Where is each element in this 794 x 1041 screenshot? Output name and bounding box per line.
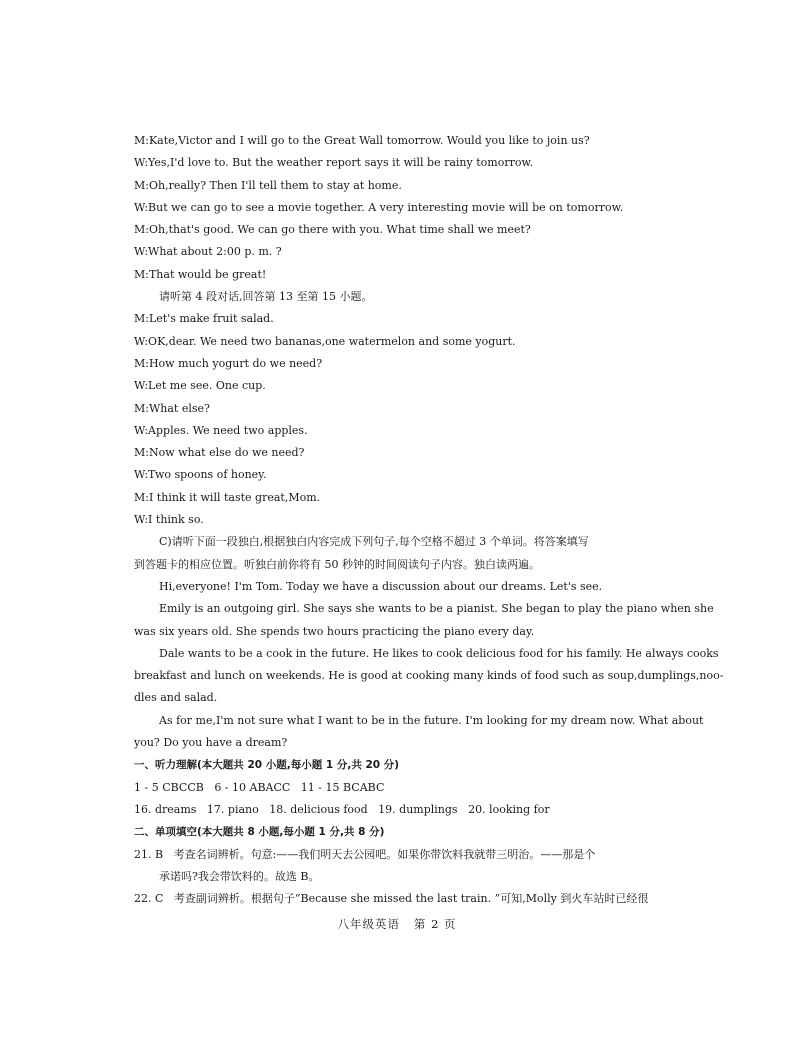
monologue-line: Dale wants to be a cook in the future. He likes to cook delicious food for his family. He always cooks	[159, 646, 719, 660]
dialogue-line: W:But we can go to see a movie together. A very interesting movie will be on tomorrow.	[134, 200, 624, 214]
answer-line: 承诺吗?我会带饮料的。故选 B。	[159, 869, 320, 883]
monologue-line: As for me,I'm not sure what I want to be in the future. I'm looking for my dream now. What about	[159, 713, 704, 727]
monologue-line: breakfast and lunch on weekends. He is good at cooking many kinds of food such as soup,dumplings,noo-	[134, 669, 724, 683]
section-heading: 二、单项填空(本大题共 8 小题,每小题 1 分,共 8 分)	[134, 826, 385, 839]
answer-line: 1 - 5 CBCCB 6 - 10 ABACC 11 - 15 BCABC	[134, 780, 385, 794]
dialogue-line: M:How much yogurt do we need?	[134, 356, 323, 370]
dialogue-line: M:Oh,that's good. We can go there with you. What time shall we meet?	[134, 223, 531, 237]
dialogue-line: M:What else?	[134, 401, 210, 415]
document-body	[134, 130, 724, 910]
page-footer: 八年级英语 第 2 页	[337, 917, 457, 931]
dialogue-line: M:Let's make fruit salad.	[134, 312, 274, 326]
dialogue-line: M:That would be great!	[134, 267, 267, 281]
section-c-instruction: C)请听下面一段独白,根据独白内容完成下列句子,每个空格不超过 3 个单词。将答案填写	[159, 535, 589, 549]
monologue-line: you? Do you have a dream?	[134, 736, 288, 750]
answer-line: 21. B 考查名词辨析。句意:——我们明天去公园吧。如果你带饮料我就带三明治。——那是个	[134, 847, 596, 861]
dialogue-line: W:Apples. We need two apples.	[134, 423, 308, 437]
dialogue-line: M:Now what else do we need?	[134, 446, 305, 460]
dialogue4-instruction: 请听第 4 段对话,回答第 13 至第 15 小题。	[159, 290, 373, 304]
section-heading: 一、听力理解(本大题共 20 小题,每小题 1 分,共 20 分)	[134, 759, 400, 772]
monologue-line: Emily is an outgoing girl. She says she wants to be a pianist. She began to play the piano when she	[159, 602, 714, 616]
monologue-line: was six years old. She spends two hours practicing the piano every day.	[134, 624, 535, 638]
dialogue-line: M:Oh,really? Then I'll tell them to stay at home.	[134, 178, 402, 192]
dialogue-line: W:Yes,I'd love to. But the weather report says it will be rainy tomorrow.	[134, 156, 534, 170]
dialogue-line: M:Kate,Victor and I will go to the Great Wall tomorrow. Would you like to join us?	[134, 134, 590, 147]
dialogue-line: W:Let me see. One cup.	[134, 379, 266, 393]
monologue-line: dles and salad.	[134, 691, 218, 705]
dialogue-line: M:I think it will taste great,Mom.	[134, 490, 321, 504]
monologue-line: Hi,everyone! I'm Tom. Today we have a discussion about our dreams. Let's see.	[159, 579, 603, 593]
dialogue-line: W:What about 2:00 p. m. ?	[134, 245, 282, 259]
answer-line: 16. dreams 17. piano 18. delicious food 19. dumplings 20. looking for	[134, 802, 550, 816]
dialogue-line: W:OK,dear. We need two bananas,one watermelon and some yogurt.	[134, 334, 516, 348]
dialogue-line: W:I think so.	[134, 513, 204, 527]
dialogue-line: W:Two spoons of honey.	[134, 468, 267, 482]
section-c-instruction-cont: 到答题卡的相应位置。听独白前你将有 50 秒钟的时间阅读句子内容。独白读两遍。	[134, 557, 540, 571]
answer-line: 22. C 考查副词辨析。根据句子“Because she missed the last train. ”可知,Molly 到火车站时已经很	[134, 892, 649, 906]
